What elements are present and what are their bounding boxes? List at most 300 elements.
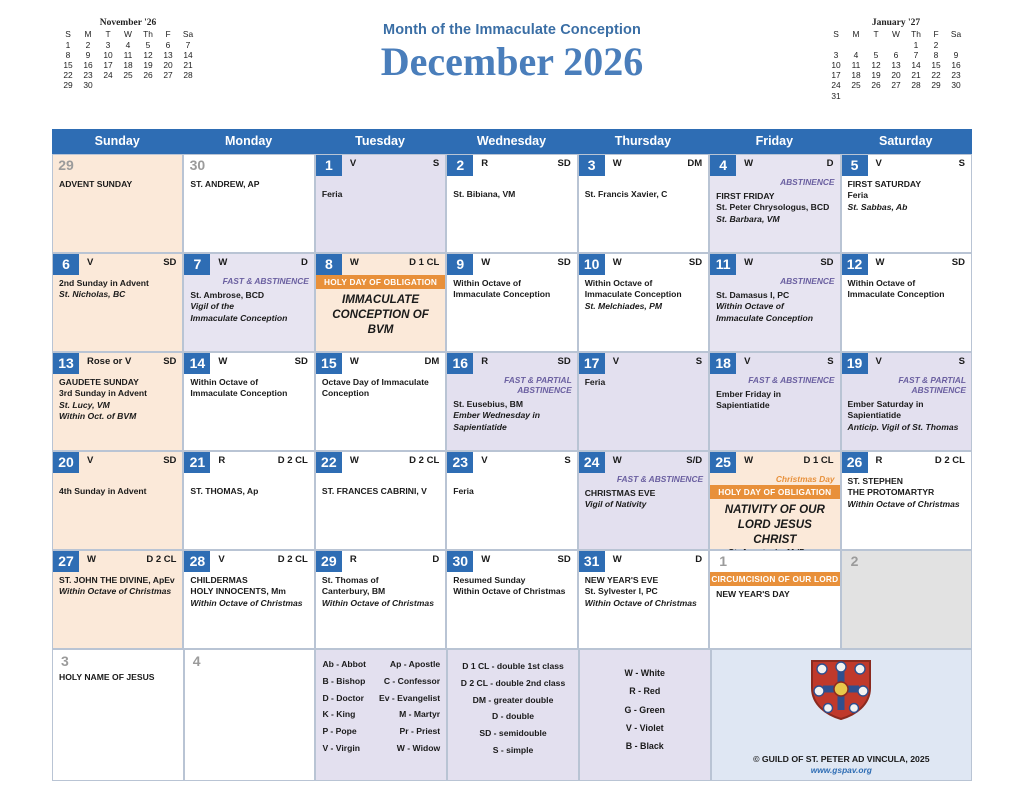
mini-day: 31 (831, 90, 841, 101)
calendar-week-row (52, 253, 972, 352)
day-entries (579, 275, 708, 312)
day-number: 1 (719, 553, 727, 569)
feast-rank-code: D (432, 554, 440, 565)
mini-day: 17 (103, 59, 113, 70)
day-entries (579, 374, 708, 388)
day-entries (842, 275, 971, 301)
mini-calendar-previous-title: November '26 (99, 18, 157, 28)
mini-dow: Th (143, 29, 153, 40)
mini-day: 9 (953, 49, 959, 60)
mini-day (886, 40, 906, 50)
feast-line: Within Octave of (190, 377, 259, 387)
day-number: 21 (184, 452, 210, 473)
day-number: 6 (53, 254, 79, 275)
feast-line: Within Octave of (847, 278, 916, 288)
liturgical-color-code: R (481, 158, 489, 169)
mini-day: 5 (873, 49, 879, 60)
mini-day: 20 (163, 59, 173, 70)
day-cell-jan-4[interactable] (184, 649, 316, 781)
day-cell[interactable] (709, 154, 840, 253)
mini-day: 13 (891, 59, 901, 70)
day-cell[interactable] (578, 451, 709, 550)
calendar-header (0, 0, 1024, 118)
day-entries (316, 176, 445, 200)
mini-day: 22 (931, 70, 941, 81)
day-cell[interactable] (315, 253, 446, 352)
day-cell[interactable] (52, 352, 183, 451)
feast-rank-code: DM (424, 356, 440, 367)
liturgical-color-code: W (218, 356, 228, 367)
mini-day: 29 (931, 80, 941, 91)
feast-line: Immaculate Conception (190, 312, 288, 323)
day-cell-header (579, 452, 708, 473)
day-cell[interactable] (52, 154, 183, 253)
liturgical-color-code: R (349, 554, 357, 565)
feast-rank-code: SD (557, 158, 571, 169)
spacer (453, 476, 570, 486)
day-cell-header (579, 353, 708, 374)
day-cell[interactable] (578, 352, 709, 451)
feast-line: St. Melchiades, PM (584, 300, 663, 311)
mini-dow: W (124, 29, 132, 40)
liturgical-color-code: W (481, 257, 491, 268)
day-entries (53, 374, 182, 422)
day-entries (447, 473, 576, 497)
feast-line: ADVENT SUNDAY (59, 179, 133, 189)
mini-dow: F (165, 29, 171, 40)
spacer (585, 179, 702, 189)
day-cell-header (710, 254, 839, 275)
day-cell[interactable] (709, 352, 840, 451)
day-entries (184, 176, 313, 190)
abbr-row (322, 706, 440, 723)
mini-week-row (826, 91, 966, 101)
feast-line: LORD JESUS CHRIST (737, 518, 812, 547)
liturgical-color-code: V (87, 257, 94, 268)
day-cell-header (842, 155, 971, 176)
mini-day: 4 (853, 49, 859, 60)
spacer (322, 179, 439, 189)
spacer (190, 476, 307, 486)
mini-day: 26 (143, 70, 153, 81)
day-cell-header (184, 551, 313, 572)
day-cell[interactable] (183, 451, 314, 550)
day-entries (579, 572, 708, 609)
mini-day: 27 (891, 80, 901, 91)
day-cell-header (316, 254, 445, 275)
feast-line: Within Oct. of BVM (59, 411, 137, 422)
mini-day: 25 (123, 70, 133, 81)
day-cell[interactable] (315, 352, 446, 451)
day-number: 26 (842, 452, 868, 473)
calendar-grid (52, 129, 972, 781)
day-cell-header (53, 452, 182, 473)
day-cell[interactable] (52, 550, 183, 649)
day-cell[interactable] (52, 451, 183, 550)
christmas-day-banner: Christmas Day (775, 474, 835, 484)
liturgical-color-code: R (481, 356, 489, 367)
day-number: 9 (447, 254, 473, 275)
mini-day: 1 (913, 39, 919, 50)
day-number: 29 (58, 157, 74, 173)
mini-day: 20 (891, 70, 901, 81)
mini-day: 7 (185, 39, 191, 50)
day-cell[interactable] (183, 154, 314, 253)
liturgical-color-code: W (612, 158, 622, 169)
feast-class-item: D 1 CL - double 1st class (462, 661, 564, 671)
day-cell[interactable] (315, 154, 446, 253)
feast-line: Immaculate Conception (190, 388, 288, 399)
day-cell-header (447, 254, 576, 275)
day-cell[interactable] (446, 451, 577, 550)
feast-rank-code: S (958, 356, 965, 367)
feast-line: Within Octave of Christmas (321, 597, 434, 608)
feast-rank-code: SD (163, 356, 177, 367)
feast-rank-code: SD (557, 356, 571, 367)
dow-sunday: Sunday (52, 129, 183, 154)
feast-line: Anticip. Vigil of St. Thomas (847, 421, 959, 432)
feast-line: 4th Sunday in Advent (59, 486, 147, 496)
feast-line: Within Octave of Christmas (59, 586, 172, 597)
abbr-row (322, 740, 440, 757)
liturgical-color-code: W (744, 158, 754, 169)
feast-rank-code: SD (688, 257, 703, 268)
mini-day (886, 91, 906, 101)
day-cell-header (316, 551, 445, 572)
fast-abstinence-banner: FAST & ABSTINENCE (616, 474, 704, 484)
abbr-right: Ap - Apostle (389, 659, 441, 669)
mini-day: 11 (851, 59, 861, 70)
feast-line: FIRST SATURDAY (847, 179, 922, 189)
mini-day: 23 (951, 70, 961, 81)
day-cell-header (53, 254, 182, 275)
spacer (322, 476, 439, 486)
day-cell[interactable] (841, 550, 972, 649)
copyright-text: © GUILD OF ST. PETER AD VINCULA, 2025 (753, 754, 930, 764)
mini-week-row (826, 40, 966, 50)
feast-line: St. Bibiana, VM (453, 189, 516, 199)
mini-day: 1 (65, 39, 71, 50)
day-entries (53, 275, 182, 301)
liturgical-color-code: Rose or V (87, 356, 132, 367)
mini-dow: M (852, 29, 860, 40)
feast-line: Immaculate Conception (847, 289, 945, 300)
feast-line: St. Nicholas, BC (59, 289, 126, 300)
guild-crest-icon (808, 658, 874, 727)
liturgical-color-code: V (875, 158, 882, 169)
day-cell[interactable] (183, 352, 314, 451)
feast-rank-code: D 1 CL (409, 257, 440, 268)
feast-rank-code: S (827, 356, 834, 367)
feast-rank-code: D 2 CL (146, 554, 177, 565)
feast-class-item: D 2 CL - double 2nd class (460, 677, 566, 688)
day-cell-header (842, 452, 971, 473)
feast-rank-code: D 2 CL (934, 455, 965, 466)
day-number: 30 (189, 157, 206, 173)
feast-rank-code: D (695, 554, 703, 565)
feast-line: St. Barbara, VM (716, 213, 780, 224)
feast-line: St. Ambrose, BCD (190, 290, 265, 300)
mini-day: 28 (183, 70, 193, 81)
day-cell[interactable] (446, 352, 577, 451)
feast-line: FIRST FRIDAY (716, 191, 775, 201)
feast-rank-code: DM (687, 158, 703, 169)
feast-line: 3rd Sunday in Advent (59, 388, 148, 399)
day-entries (579, 485, 708, 511)
color-item: W - White (624, 668, 665, 678)
mini-dow: T (105, 29, 111, 40)
feast-line: Ember Wednesday in (453, 410, 541, 421)
fast-abstinence-banner: FAST & ABSTINENCE (748, 375, 835, 385)
feast-line: Within Octave of Christmas (190, 597, 303, 608)
mini-day: 30 (951, 80, 961, 91)
mini-day: 6 (165, 39, 171, 50)
day-number: 25 (710, 452, 736, 473)
day-cell[interactable] (841, 451, 972, 550)
day-cell[interactable] (315, 451, 446, 550)
day-cell-header (579, 254, 708, 275)
feast-class-item: DM - greater double (472, 694, 554, 705)
day-cell-jan-3[interactable] (52, 649, 184, 781)
abbr-left: Ab - Abbot (322, 659, 367, 669)
liturgical-color-code: V (875, 356, 882, 367)
feast-line: Feria (584, 377, 606, 387)
fast-abstinence-banner: FAST & PARTIAL ABSTINENCE (898, 375, 966, 395)
mini-day: 17 (831, 70, 841, 81)
feast-line: St. Damasus I, PC (716, 290, 790, 300)
day-cell-header (184, 452, 313, 473)
feast-rank-code: S (695, 356, 703, 367)
dow-saturday: Saturday (841, 129, 972, 154)
mini-day: 18 (851, 70, 861, 81)
feast-line: IMMACULATE (342, 293, 420, 306)
day-cell[interactable] (446, 253, 577, 352)
feast-line: CONCEPTION OF BVM (332, 308, 429, 337)
mini-day: 18 (123, 59, 133, 70)
liturgical-color-code: W (349, 356, 359, 367)
legend-abbreviations (315, 649, 447, 781)
day-entries (184, 572, 313, 609)
day-of-week-header-row (52, 129, 972, 154)
mini-day: 29 (63, 80, 73, 91)
feast-line: St. Lucy, VM (59, 399, 110, 410)
feast-line: Octave Day of Immaculate (321, 377, 429, 387)
day-cell[interactable] (52, 253, 183, 352)
page-title: December 2026 (380, 39, 644, 84)
feast-line: Immaculate Conception (453, 289, 551, 300)
day-entries (710, 287, 839, 324)
day-entries (447, 275, 576, 301)
day-number: 18 (710, 353, 736, 374)
month-dedication: Month of the Immaculate Conception (383, 22, 641, 38)
dow-friday: Friday (709, 129, 840, 154)
day-cell-header (53, 353, 182, 374)
liturgical-color-code: R (875, 455, 883, 466)
mini-day: 10 (831, 59, 841, 70)
day-cell[interactable] (841, 352, 972, 451)
day-number: 8 (316, 254, 342, 275)
day-cell[interactable] (578, 154, 709, 253)
day-cell[interactable] (183, 253, 314, 352)
feast-line: Conception (321, 388, 370, 399)
feast-line: Vigil of Nativity (584, 499, 647, 510)
day-entries (184, 473, 313, 497)
fast-abstinence-banner: ABSTINENCE (780, 177, 835, 187)
day-number: 7 (184, 254, 210, 275)
liturgical-color-code: V (744, 356, 751, 367)
mini-calendar-next-month (826, 18, 966, 101)
feast-line: ST. THOMAS, Ap (190, 486, 259, 496)
abbr-left: K - King (322, 709, 356, 720)
feast-line: THE PROTOMARTYR (847, 487, 935, 498)
mini-day: 19 (143, 59, 153, 70)
feast-line: Within Octave of Christmas (453, 586, 566, 597)
mini-day: 27 (163, 70, 173, 81)
day-number: 28 (184, 551, 210, 572)
abbr-left: P - Pope (322, 726, 357, 736)
day-number: 10 (579, 254, 605, 275)
liturgical-color-code: W (218, 257, 228, 268)
mini-day: 19 (871, 70, 881, 81)
mini-day: 23 (83, 70, 93, 81)
day-number: 4 (192, 653, 201, 669)
feast-line: Ember Friday in (716, 389, 782, 399)
mini-calendar-next-table (826, 30, 966, 101)
feast-line: Within Octave of (453, 278, 521, 288)
day-entries (447, 572, 576, 598)
day-number: 4 (710, 155, 736, 176)
feast-line: St. Eusebius, BM (453, 399, 523, 409)
mini-day: 13 (163, 49, 173, 60)
day-cell[interactable] (709, 550, 840, 649)
day-number: 2 (447, 155, 473, 176)
day-cell[interactable] (446, 154, 577, 253)
mini-day: 2 (933, 39, 939, 50)
feast-rank-code: SD (557, 257, 571, 268)
mini-dow: Sa (182, 29, 194, 40)
feast-line: Sapientiatide (716, 400, 770, 411)
mini-day: 4 (125, 39, 131, 50)
day-cell[interactable] (841, 253, 972, 352)
mini-calendar-next-title: January '27 (871, 18, 921, 28)
day-entries (53, 572, 182, 598)
mini-day: 3 (105, 39, 111, 50)
feast-rank-code: S (564, 455, 571, 466)
website-link[interactable]: www.gspav.org (810, 765, 872, 775)
feast-class-item: D - double (492, 711, 535, 722)
mini-day: 11 (123, 49, 133, 60)
mini-week-row (826, 81, 966, 91)
day-cell[interactable] (183, 550, 314, 649)
feast-line: St. Peter Chrysologus, BCD (716, 202, 830, 213)
liturgical-color-code: W (612, 554, 622, 565)
mini-day (946, 40, 966, 50)
feast-class-item: S - simple (492, 744, 534, 755)
day-number: 20 (53, 452, 79, 473)
feast-line: NEW YEAR'S EVE (584, 575, 659, 585)
liturgical-color-code: V (612, 356, 620, 367)
day-cell-header (710, 551, 839, 572)
day-cell[interactable] (578, 253, 709, 352)
feast-line: Canterbury, BM (321, 586, 386, 597)
day-entries (842, 473, 971, 510)
feast-line: HOLY NAME OF JESUS (59, 672, 155, 682)
legend-row (52, 649, 972, 781)
day-number: 3 (61, 653, 69, 669)
day-number: 13 (53, 353, 79, 374)
feast-rank-code: D 2 CL (277, 554, 308, 565)
day-cell[interactable] (841, 154, 972, 253)
feast-line: Resumed Sunday (453, 575, 526, 585)
mini-day: 21 (911, 70, 921, 81)
liturgical-color-code: W (744, 455, 754, 466)
feast-line: ST. STEPHEN (847, 476, 903, 486)
day-number: 11 (710, 254, 736, 275)
mini-day: 5 (145, 39, 151, 50)
mini-day: 12 (871, 59, 881, 70)
mini-dow: S (833, 29, 839, 40)
mini-day (946, 91, 966, 101)
color-list (580, 650, 710, 755)
mini-day: 26 (871, 80, 881, 91)
spacer (59, 476, 176, 486)
day-entries (710, 586, 839, 600)
feast-line: St. Francis Xavier, C (584, 189, 668, 199)
day-cell[interactable] (315, 550, 446, 649)
feast-line: NATIVITY OF OUR (724, 503, 825, 516)
feast-line: Immaculate Conception (584, 289, 682, 300)
day-number: 17 (579, 353, 605, 374)
day-cell[interactable] (446, 550, 577, 649)
day-number: 15 (316, 353, 342, 374)
calendar-week-row (52, 154, 972, 253)
feast-line: Feria (847, 190, 869, 201)
mini-day: 22 (63, 70, 73, 81)
feast-rank-code: S (432, 158, 440, 169)
feast-class-item: SD - semidouble (479, 728, 547, 738)
mini-day: 25 (851, 80, 861, 91)
day-cell-header (53, 551, 182, 572)
mini-day: 15 (63, 59, 73, 70)
day-number: 12 (842, 254, 868, 275)
day-entries (710, 188, 839, 225)
calendar-weeks (52, 154, 972, 649)
mini-dow: T (873, 29, 879, 40)
day-cell[interactable] (709, 451, 840, 550)
holy-day-of-obligation-banner: HOLY DAY OF OBLIGATION (316, 275, 445, 289)
abbr-row (322, 690, 440, 707)
day-cell[interactable] (578, 550, 709, 649)
feast-line: Feria (321, 189, 343, 199)
fast-abstinence-banner: ABSTINENCE (780, 276, 835, 286)
day-cell-header (579, 551, 708, 572)
liturgical-color-code: R (218, 455, 226, 466)
mini-day: 21 (183, 59, 193, 70)
day-number: 31 (579, 551, 605, 572)
feast-class-list (448, 650, 578, 759)
feast-line: Within Octave of Christmas (584, 597, 697, 608)
liturgical-color-code: W (875, 257, 885, 268)
dow-monday: Monday (183, 129, 314, 154)
liturgical-color-code: W (612, 455, 622, 466)
day-cell-header (184, 155, 313, 176)
day-number: 16 (447, 353, 473, 374)
day-cell[interactable] (709, 253, 840, 352)
day-entries (579, 176, 708, 200)
mini-day: 14 (183, 49, 193, 60)
feast-line: CHILDERMAS (190, 575, 248, 585)
mini-dow: S (65, 29, 71, 40)
